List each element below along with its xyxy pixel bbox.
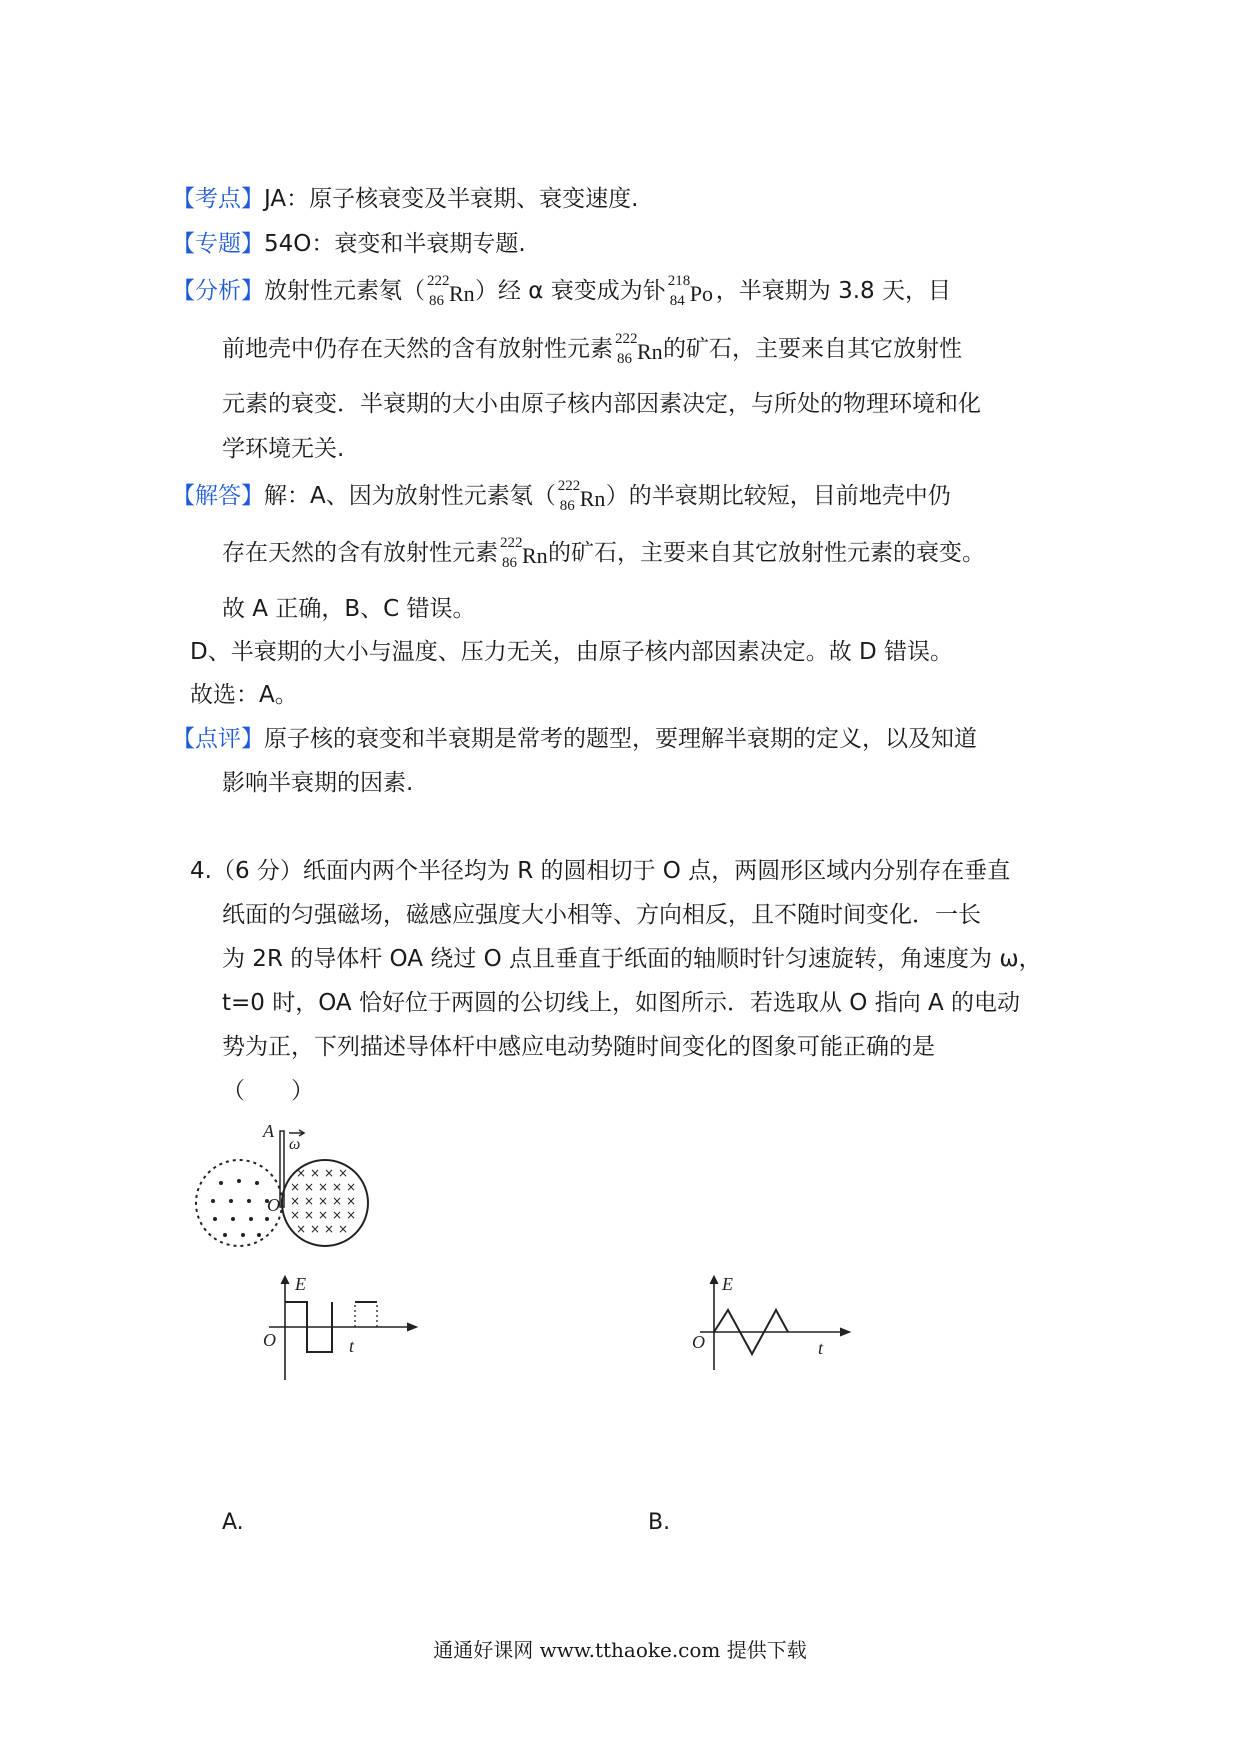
- svg-text:×: ×: [331, 1208, 343, 1222]
- svg-text:×: ×: [323, 1222, 335, 1236]
- fenxi-text-1c: ，半衰期为 3.8 天，目: [715, 278, 951, 304]
- nuclide-mass: 222: [427, 273, 450, 289]
- fenxi-line-1: [172, 273, 951, 309]
- jieda-line-2: [222, 535, 985, 571]
- point-a-label: A: [263, 1121, 274, 1141]
- kaodian-line: [172, 184, 638, 214]
- y-axis-label: E: [722, 1274, 733, 1294]
- nuclide-symbol: Rn: [522, 543, 548, 568]
- svg-text:×: ×: [289, 1194, 301, 1208]
- page-footer: 通通好课网 www.tthaoke.com 提供下载: [433, 1638, 807, 1662]
- fenxi-line-4: 学环境无关.: [222, 436, 345, 462]
- svg-text:×: ×: [337, 1166, 349, 1180]
- fenxi-text-2b: 的矿石，主要来自其它放射性: [663, 336, 962, 362]
- nuclide-atomic: 86: [559, 498, 575, 514]
- svg-text:×: ×: [309, 1166, 321, 1180]
- field-in-crosses: [290, 1166, 356, 1236]
- fenxi-line-3: 元素的衰变．半衰期的大小由原子核内部因素决定，与所处的物理环境和化: [222, 391, 981, 417]
- question-line-5: 势为正，下列描述导体杆中感应电动势随时间变化的图象可能正确的是: [222, 1034, 935, 1060]
- nuclide-mass: 222: [615, 331, 638, 347]
- svg-text:×: ×: [345, 1194, 357, 1208]
- nuclide-mass: 222: [500, 535, 523, 551]
- fenxi-tag: 【分析】: [172, 278, 264, 304]
- svg-text:×: ×: [295, 1166, 307, 1180]
- svg-text:×: ×: [331, 1194, 343, 1208]
- option-a-label: A.: [222, 1510, 244, 1535]
- svg-text:×: ×: [303, 1180, 315, 1194]
- y-axis-label: E: [295, 1274, 306, 1294]
- nuclide-atomic: 84: [669, 293, 685, 309]
- svg-text:×: ×: [303, 1208, 315, 1222]
- jieda-line-3: 故 A 正确，B、C 错误。: [222, 596, 476, 622]
- svg-text:×: ×: [317, 1180, 329, 1194]
- option-b-graph: [688, 1272, 858, 1382]
- dianping-tag: 【点评】: [172, 726, 264, 752]
- x-axis-label: t: [818, 1338, 824, 1358]
- svg-text:×: ×: [345, 1180, 357, 1194]
- jieda-text-2b: 的矿石，主要来自其它放射性元素的衰变。: [548, 540, 985, 566]
- radon-nuclide: [427, 273, 475, 309]
- svg-text:×: ×: [317, 1208, 329, 1222]
- omega-label: ω: [289, 1136, 301, 1153]
- jieda-text-1a: 解：A、因为放射性元素氡（: [264, 483, 556, 509]
- dianping-text-1: 原子核的衰变和半衰期是常考的题型，要理解半衰期的定义，以及知道: [264, 726, 977, 752]
- dianping-line-1: [172, 724, 977, 754]
- question-line-6: （ ）: [222, 1078, 314, 1104]
- x-axis-label: t: [349, 1336, 355, 1356]
- fenxi-text-2a: 前地壳中仍存在天然的含有放射性元素: [222, 336, 613, 362]
- question-line-4: t=0 时，OA 恰好位于两圆的公切线上，如图所示．若选取从 O 指向 A 的电动: [222, 990, 1021, 1016]
- kaodian-text: JA：原子核衰变及半衰期、衰变速度.: [264, 186, 639, 212]
- svg-text:×: ×: [317, 1194, 329, 1208]
- option-b-label: B.: [648, 1510, 671, 1535]
- zhuanti-tag: 【专题】: [172, 231, 264, 257]
- origin-label: O: [692, 1332, 705, 1352]
- fenxi-line-2: [222, 331, 962, 367]
- zhuanti-line: [172, 229, 526, 259]
- jieda-line-5: 故选：A。: [190, 682, 298, 708]
- nuclide-atomic: 86: [502, 555, 517, 571]
- nuclide-symbol: Po: [689, 281, 714, 306]
- svg-text:×: ×: [303, 1194, 315, 1208]
- radon-nuclide: [557, 478, 606, 514]
- nuclide-mass: 222: [557, 478, 581, 494]
- svg-text:×: ×: [331, 1180, 343, 1194]
- svg-text:×: ×: [309, 1222, 321, 1236]
- jieda-tag: 【解答】: [172, 483, 264, 509]
- nuclide-atomic: 86: [429, 293, 444, 309]
- fenxi-text-1a: 放射性元素氡（: [264, 278, 425, 304]
- question-line-2: 纸面的匀强磁场，磁感应强度大小相等、方向相反，且不随时间变化．一长: [222, 902, 981, 928]
- polonium-nuclide: [667, 273, 714, 309]
- radon-nuclide: [615, 331, 663, 367]
- nuclide-symbol: Rn: [449, 281, 475, 306]
- magnetic-field-figure: [185, 1115, 385, 1255]
- kaodian-tag: 【考点】: [172, 186, 264, 212]
- nuclide-atomic: 86: [617, 351, 632, 367]
- jieda-text-2a: 存在天然的含有放射性元素: [222, 540, 498, 566]
- point-o-label: O: [267, 1195, 280, 1215]
- svg-text:×: ×: [289, 1208, 301, 1222]
- origin-label: O: [263, 1330, 276, 1350]
- zhuanti-text: 54O：衰变和半衰期专题.: [264, 231, 526, 257]
- nuclide-symbol: Rn: [579, 486, 606, 511]
- jieda-text-1b: ）的半衰期比较短，目前地壳中仍: [605, 483, 951, 509]
- svg-text:×: ×: [345, 1208, 357, 1222]
- jieda-line-1: [172, 478, 951, 514]
- field-out-dots: [211, 1179, 269, 1237]
- nuclide-mass: 218: [667, 273, 691, 289]
- svg-text:×: ×: [323, 1166, 335, 1180]
- question-line-1: 4.（6 分）纸面内两个半径均为 R 的圆相切于 O 点，两圆形区域内分别存在垂直: [190, 858, 1011, 884]
- question-line-3: 为 2R 的导体杆 OA 绕过 O 点且垂直于纸面的轴顺时针匀速旋转，角速度为 ω，: [222, 946, 1042, 972]
- svg-text:×: ×: [289, 1180, 301, 1194]
- svg-text:×: ×: [295, 1222, 307, 1236]
- dianping-line-2: 影响半衰期的因素.: [222, 770, 414, 796]
- radon-nuclide: [500, 535, 548, 571]
- fenxi-text-1b: ）经 α 衰变成为钋: [475, 278, 666, 304]
- option-a-graph: [255, 1272, 425, 1382]
- nuclide-symbol: Rn: [637, 339, 663, 364]
- jieda-line-4: D、半衰期的大小与温度、压力无关，由原子核内部因素决定。故 D 错误。: [190, 639, 954, 665]
- svg-text:×: ×: [337, 1222, 349, 1236]
